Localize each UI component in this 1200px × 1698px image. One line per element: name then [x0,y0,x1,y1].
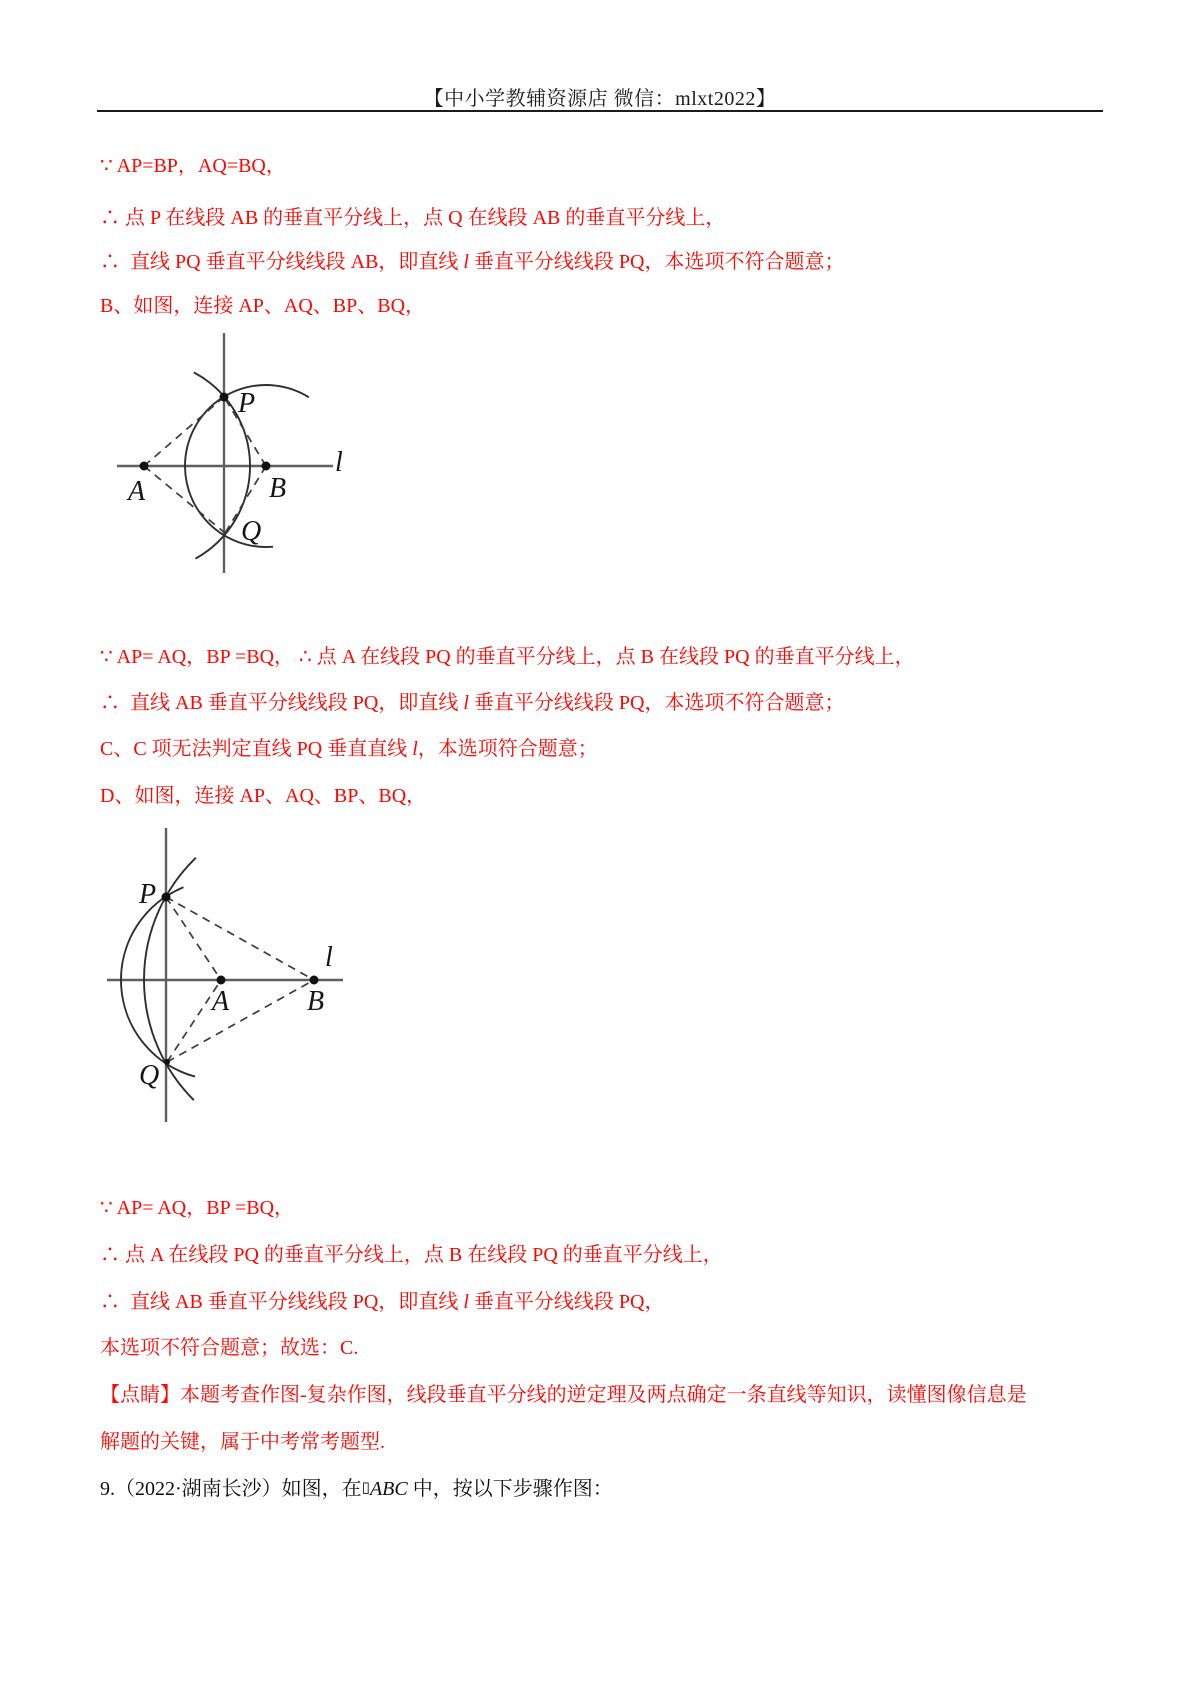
segment-qb [167,980,314,1062]
text-segment: l [463,251,469,273]
solution-line-11 [100,1290,665,1314]
line-l-label: l [335,447,343,478]
construction-figure-option-b [95,320,365,580]
text-segment: ∴ 直线 PQ 垂直平分线线段 AB，即直线 [100,251,464,273]
point-b-dot [262,462,271,471]
text-segment: ABC [369,1478,408,1500]
segment-pb [166,897,314,980]
point-b-label: B [307,986,325,1017]
remark-line-1 [100,1383,1027,1407]
text-segment: 9.（2022·湖南长沙）如图，在 [100,1478,362,1500]
solution-line-1 [100,154,286,178]
solution-line-9 [100,1196,294,1220]
point-b-dot [310,976,319,985]
text-segment: 解题的关键，属于中考常考题型. [100,1431,385,1453]
solution-line-5 [100,645,915,669]
point-q-label: Q [139,1060,160,1091]
text-segment: B、如图，连接 AP、AQ、BP、BQ， [100,295,426,317]
segment-ap [144,397,224,466]
text-segment: ∵ AP= AQ，BP =BQ， ∴ 点 A 在线段 PQ 的垂直平分线上，点 B 在线段 PQ 的垂直平分线上， [100,646,915,668]
text-segment: 垂直平分线线段 PQ，本选项不符合题意； [468,692,845,714]
text-segment: ∴ 点 P 在线段 AB 的垂直平分线上，点 Q 在线段 AB 的垂直平分线上， [100,207,726,229]
point-a-label: A [212,986,230,1017]
point-p-dot [162,893,171,902]
remark-line-2 [100,1430,385,1454]
text-segment: 中，按以下步骤作图： [407,1478,613,1500]
solution-line-2 [100,206,725,230]
text-segment: 【点睛】本题考查作图-复杂作图，线段垂直平分线的逆定理及两点确定一条直线等知识，读懂图像信息是 [100,1384,1027,1406]
solution-line-4-option-b [100,294,425,318]
construction-figure-option-d [95,822,365,1127]
text-segment: ∴ 直线 AB 垂直平分线线段 PQ，即直线 [100,1291,464,1313]
solution-line-3 [100,250,845,274]
text-segment: D、如图，连接 AP、AQ、BP、BQ， [100,785,427,807]
text-segment: ∴ 点 A 在线段 PQ 的垂直平分线上，点 B 在线段 PQ 的垂直平分线上， [100,1244,723,1266]
text-segment: l [463,692,469,714]
solution-line-10 [100,1243,723,1267]
point-p-label: P [238,388,256,419]
segment-aq [144,466,225,533]
text-segment: ▯ [361,1480,370,1496]
header-rule [97,110,1103,112]
segment-pa [166,897,221,980]
solution-line-7-option-c [100,737,598,761]
solution-line-8-option-d [100,784,426,808]
text-segment: 垂直平分线线段 PQ，本选项不符合题意； [468,251,845,273]
point-b-label: B [269,473,287,504]
text-segment: C、C 项无法判定直线 PQ 垂直直线 [100,738,413,760]
point-q-dot [164,1059,170,1065]
point-p-label: P [139,879,157,910]
point-a-label: A [128,476,146,507]
point-a-dot [217,976,226,985]
solution-line-12-answer [100,1336,358,1360]
point-p-dot [220,393,229,402]
text-segment: 垂直平分线线段 PQ， [468,1291,665,1313]
text-segment: 本选项不符合题意；故选：C. [100,1337,359,1359]
text-segment: l [412,738,418,760]
question-9-line [100,1476,613,1501]
solution-line-6 [100,691,845,715]
text-segment: ∵ AP=BP，AQ=BQ， [100,155,286,177]
page-header-title: 【中小学教辅资源店 微信：mlxt2022】 [423,88,777,110]
text-segment: l [463,1291,469,1313]
text-segment: ，本选项符合题意； [417,738,598,760]
text-segment: ∵ AP= AQ，BP =BQ， [100,1197,295,1219]
point-q-label: Q [241,516,262,547]
point-a-dot [140,462,149,471]
line-l-label: l [325,942,333,973]
text-segment: ∴ 直线 AB 垂直平分线线段 PQ，即直线 [100,692,464,714]
